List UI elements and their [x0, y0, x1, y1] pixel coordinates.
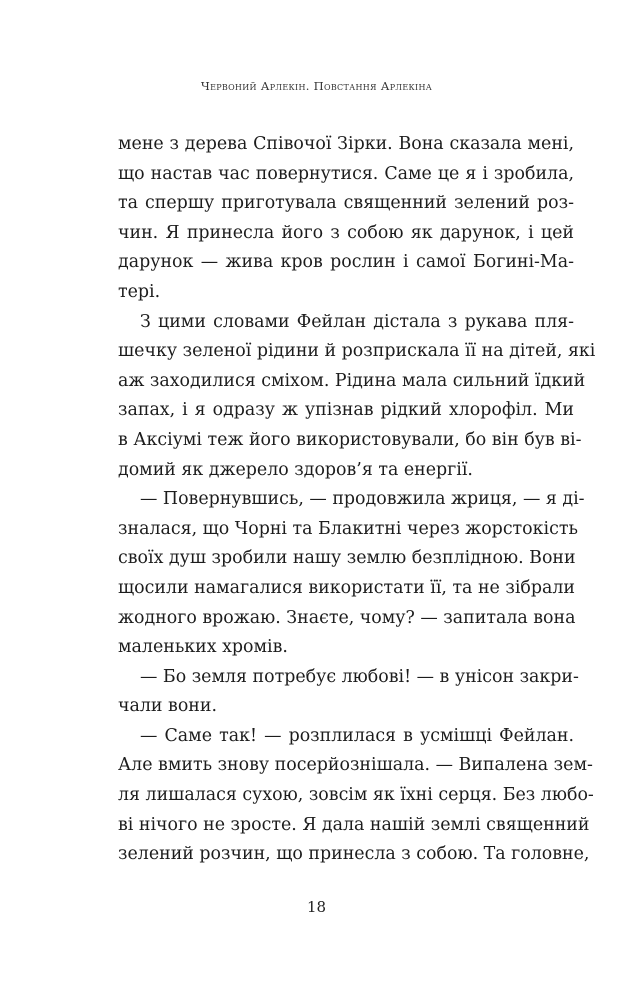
text-line	[118, 574, 574, 604]
text-line-content: Але вмить знову посерйознішала. — Випалена зем-	[118, 755, 593, 776]
text-line	[118, 751, 593, 781]
text-line	[118, 189, 574, 219]
text-line-content: маленьких хромів.	[118, 637, 288, 658]
text-line	[118, 337, 596, 367]
paragraph	[118, 722, 594, 870]
text-line	[118, 663, 579, 693]
text-line	[118, 160, 574, 190]
text-line	[118, 485, 585, 515]
text-line	[118, 604, 574, 634]
text-line	[118, 781, 594, 811]
text-line	[118, 840, 590, 870]
page-number: 18	[306, 898, 327, 916]
text-line-content: щосили намагалися використати її, та не зібрали	[118, 577, 576, 598]
text-line-content: домий як джерело здоров’я та енергії.	[118, 459, 473, 480]
text-line-content: тері.	[118, 281, 161, 302]
text-line-content: в Аксіумі теж його використовували, бо він був ві-	[118, 429, 582, 450]
text-line	[118, 515, 578, 545]
paragraph	[118, 130, 574, 308]
text-line	[118, 692, 574, 722]
text-line-content: чин. Я принесла його з собою як дарунок, і цей	[118, 222, 574, 243]
text-line-content: — Повернувшись, — продовжила жриця, — я ді-	[140, 489, 585, 510]
text-line	[118, 456, 574, 486]
text-line	[118, 219, 574, 249]
text-line	[118, 811, 590, 841]
text-line	[118, 396, 574, 426]
text-line	[118, 544, 574, 574]
text-line-content: жодного врожаю. Знаєте, чому? — запитала вона	[118, 607, 576, 628]
paragraph	[118, 663, 579, 722]
text-line	[118, 426, 582, 456]
text-line	[118, 278, 574, 308]
paragraph	[118, 485, 585, 663]
text-line-content: З цими словами Фейлан дістала з рукава пля-	[140, 311, 574, 332]
paragraph	[118, 308, 596, 486]
body-text	[118, 130, 596, 870]
text-line-content: — Саме так! — розплилася в усмішці Фейлан.	[140, 725, 574, 746]
text-line-content: дарунок — жива кров рослин і самої Богині-Ма-	[118, 252, 574, 273]
text-line-content: — Бо земля потребує любові! — в унісон закри-	[140, 666, 579, 687]
text-line-content: зелений розчин, що принесла з собою. Та головне,	[118, 844, 590, 865]
text-line-content: ві нічого не зросте. Я дала нашій землі священний	[118, 814, 590, 835]
text-line	[118, 722, 574, 752]
text-line-content: своїх душ зробили нашу землю безплідною. Вони	[118, 548, 576, 569]
running-header: Червоний Арлекін. Повстання Арлекіна	[200, 79, 433, 93]
text-line-content: аж заходилися сміхом. Рідина мала сильний їдкий	[118, 370, 586, 391]
text-line-content: що настав час повернутися. Саме це я і зробила,	[118, 163, 574, 184]
text-line	[118, 130, 574, 160]
text-line	[118, 633, 574, 663]
text-line-content: чали вони.	[118, 696, 218, 717]
text-line	[118, 308, 574, 338]
text-line-content: зналася, що Чорні та Блакитні через жорстокість	[118, 518, 578, 539]
text-line-content: запах, і я одразу ж упізнав рідкий хлорофіл. Ми	[118, 400, 574, 421]
text-line	[118, 367, 586, 397]
text-line	[118, 248, 574, 278]
text-line-content: шечку зеленої рідини й розприскала її на дітей, які	[118, 341, 596, 362]
text-line-content: та спершу приготувала священний зелений роз-	[118, 193, 574, 214]
text-line-content: мене з дерева Співочої Зірки. Вона сказала мені,	[118, 134, 574, 154]
text-line-content: ля лишалася сухою, зовсім як їхні серця. Без любо-	[118, 785, 594, 806]
